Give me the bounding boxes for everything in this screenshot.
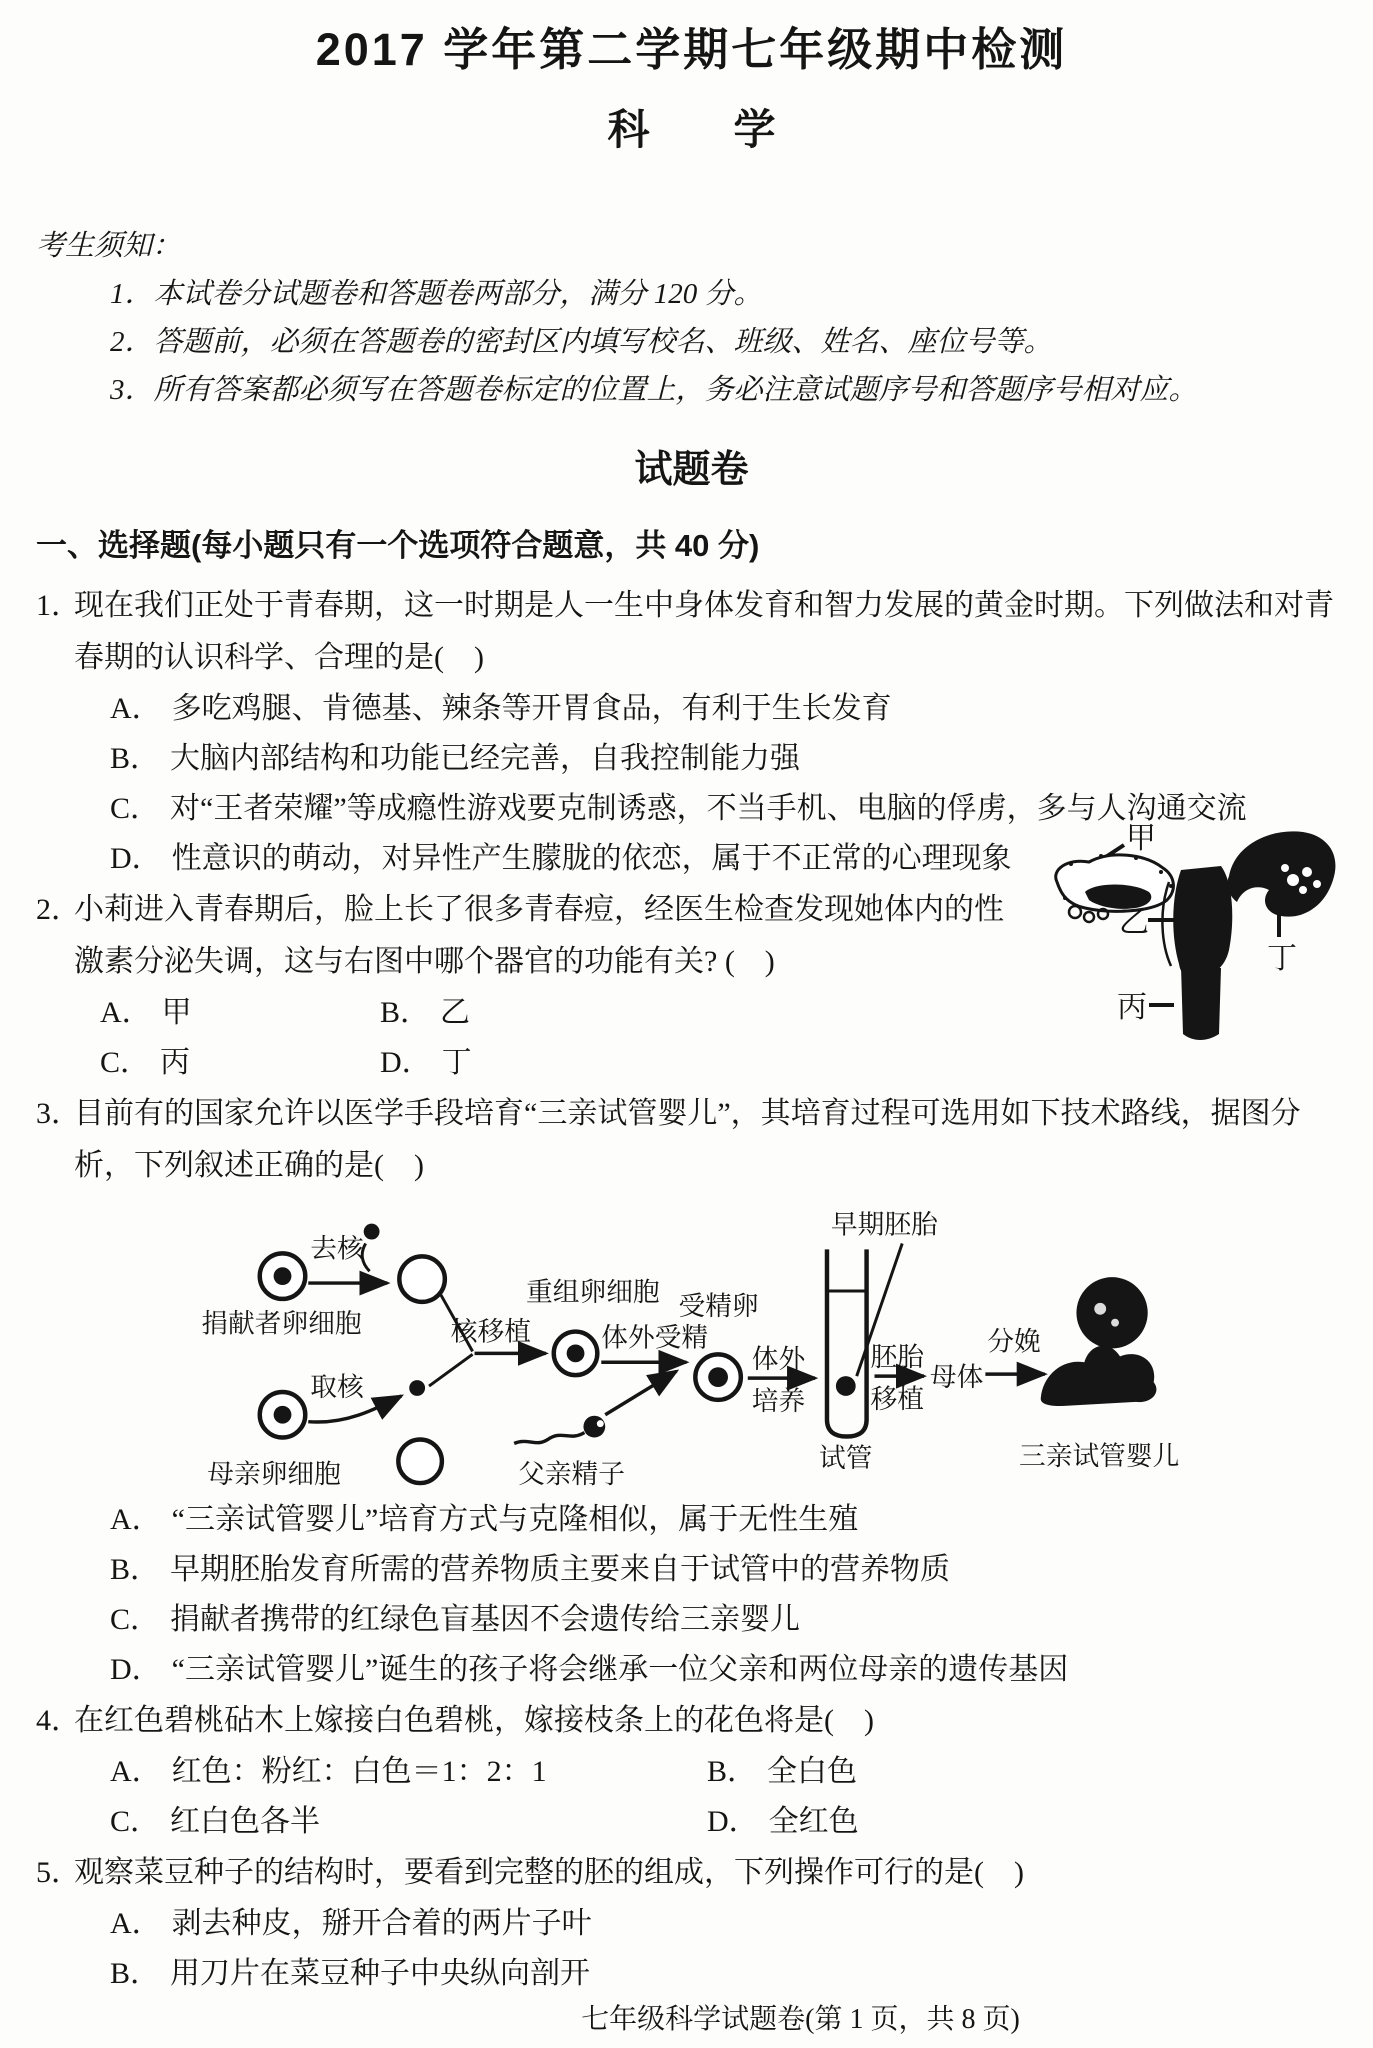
question-1-option-a: A． 多吃鸡腿、肯德基、辣条等开胃食品，有利于生长发育 (110, 692, 892, 725)
section-title: 试题卷 (634, 449, 749, 491)
question-2-option-d: D． 丁 (380, 1046, 472, 1079)
donor-egg-nucleus (274, 1267, 292, 1285)
question-4 (36, 1695, 1347, 1847)
converge-line-bottom (429, 1354, 473, 1386)
subject-title: 科 学 (607, 106, 776, 153)
question-2-option-c: C． 丙 (100, 1046, 191, 1079)
question-3-option-d: D． “三亲试管婴儿”诞生的孩子将会继承一位父亲和两位母亲的遗传基因 (110, 1653, 1069, 1686)
removed-nucleus-dot (364, 1224, 380, 1240)
label-delivery: 分娩 (987, 1326, 1041, 1357)
notice-heading: 考生须知： (36, 230, 182, 262)
label-baby: 三亲试管婴儿 (1019, 1441, 1180, 1472)
examinee-notice (36, 222, 1347, 414)
question-4-number: 4． (36, 1704, 81, 1737)
part-title: 一、选择题(每小题只有一个选项符合题意，共 40 分) (36, 528, 760, 563)
question-1-number: 1． (36, 589, 81, 622)
question-3 (36, 1088, 1347, 1695)
notice-item-1: 1．本试卷分试题卷和答题卷两部分，满分 120 分。 (110, 278, 763, 310)
question-5-text: 观察菜豆种子的结构时，要看到完整的胚的组成，下列操作可行的是( ) (74, 1856, 1024, 1889)
question-3-number: 3． (36, 1097, 81, 1130)
organ-label-yi: 乙 (1119, 906, 1149, 939)
label-donor-egg: 捐献者卵细胞 (201, 1308, 362, 1339)
label-father-sperm: 父亲精子 (518, 1459, 626, 1487)
recombined-egg-nucleus (567, 1344, 585, 1362)
label-fertilized-egg: 受精卵 (678, 1290, 759, 1321)
label-transfer-2: 移植 (870, 1383, 924, 1414)
female-reproductive-diagram (1041, 820, 1341, 1046)
notice-item-2: 2．答题前，必须在答题卷的密封区内填写校名、班级、姓名、座位号等。 (110, 326, 1053, 358)
question-3-option-b: B． 早期胚胎发育所需的营养物质主要来自于试管中的营养物质 (110, 1553, 951, 1586)
question-5-option-b: B． 用刀片在菜豆种子中央纵向剖开 (110, 1957, 591, 1990)
question-3-text: 目前有的国家允许以医学手段培育“三亲试管婴儿”，其培育过程可选用如下技术路线，据图分析，下列叙述正确的是( ) (74, 1097, 1301, 1182)
label-culture-2: 培养 (751, 1385, 806, 1416)
question-1-option-c: C． 对“王者荣耀”等成瘾性游戏要克制诱惑，不当手机、电脑的俘虏，多与人沟通交流 (110, 792, 1247, 825)
label-transfer-1: 胚胎 (870, 1342, 924, 1373)
question-5 (36, 1847, 1347, 1999)
question-2-option-b: B． 乙 (380, 996, 471, 1029)
question-3-option-a: A． “三亲试管婴儿”培育方式与克隆相似，属于无性生殖 (110, 1503, 859, 1536)
vagina-shape (1181, 966, 1221, 1040)
question-4-option-b: B． 全白色 (707, 1755, 858, 1788)
discarded-cytoplasm (398, 1439, 442, 1483)
label-culture-1: 体外 (751, 1344, 806, 1375)
enucleated-egg (399, 1256, 445, 1302)
ivf-process-diagram (122, 1192, 1233, 1487)
fertilized-egg-nucleus (708, 1367, 728, 1387)
uterus-shape (1173, 866, 1232, 978)
page-title: 2017 学年第二学期七年级期中检测 (315, 24, 1068, 75)
organ-label-bing: 丙 (1117, 991, 1147, 1024)
label-early-embryo: 早期胚胎 (830, 1209, 938, 1240)
question-4-text: 在红色碧桃砧木上嫁接白色碧桃，嫁接枝条上的花色将是( ) (74, 1704, 874, 1737)
question-4-option-d: D． 全红色 (707, 1805, 859, 1838)
question-1-option-d: D． 性意识的萌动，对异性产生朦胧的依恋，属于不正常的心理现象 (110, 842, 1012, 875)
label-recombined-egg: 重组卵细胞 (526, 1276, 660, 1307)
notice-item-3: 3．所有答案都必须写在答题卷标定的位置上，务必注意试题序号和答题序号相对应。 (110, 374, 1198, 406)
test-tube-shape (827, 1249, 867, 1436)
baby-figure (1041, 1277, 1157, 1406)
question-1-text: 现在我们正处于青春期，这一时期是人一生中身体发育和智力发展的黄金时期。下列做法和对青春期的认识科学、合理的是( ) (74, 589, 1334, 674)
label-take-nucleus: 取核 (310, 1371, 364, 1402)
question-1-option-b: B． 大脑内部结构和功能已经完善，自我控制能力强 (110, 742, 801, 775)
label-mother-body: 母体 (929, 1362, 984, 1393)
question-2-text: 小莉进入青春期后，脸上长了很多青春痘，经医生检查发现她体内的性激素分泌失调，这与右图中哪个器官的功能有关? ( ) (74, 893, 1004, 978)
organ-label-jia: 甲 (1126, 822, 1156, 855)
label-remove-nucleus: 去核 (310, 1233, 364, 1264)
label-ivf: 体外受精 (601, 1322, 709, 1353)
question-3-option-c: C． 捐献者携带的红绿色盲基因不会遗传给三亲婴儿 (110, 1603, 801, 1636)
label-mother-egg: 母亲卵细胞 (207, 1459, 341, 1487)
mother-egg-nucleus (274, 1406, 292, 1424)
label-test-tube: 试管 (819, 1443, 873, 1474)
right-tube-shape (1227, 831, 1335, 916)
page-footer: 七年级科学试题卷(第 1 页，共 8 页) (581, 2004, 1020, 2035)
question-4-option-a: A． 红色：粉红：白色＝1：2：1 (110, 1755, 547, 1788)
question-5-option-a: A． 剥去种皮，掰开合着的两片子叶 (110, 1907, 592, 1940)
organ-label-ding: 丁 (1267, 942, 1297, 975)
sperm-join-line (605, 1371, 676, 1415)
label-nuclear-transfer: 核移植 (450, 1316, 531, 1347)
question-5-number: 5． (36, 1856, 81, 1889)
question-4-option-c: C． 红白色各半 (110, 1805, 321, 1838)
question-2-number: 2． (36, 893, 81, 926)
sperm-figure (514, 1416, 605, 1444)
embryo-in-tube (836, 1376, 856, 1396)
taken-nucleus-dot (409, 1380, 425, 1396)
question-2-option-a: A． 甲 (100, 996, 192, 1029)
